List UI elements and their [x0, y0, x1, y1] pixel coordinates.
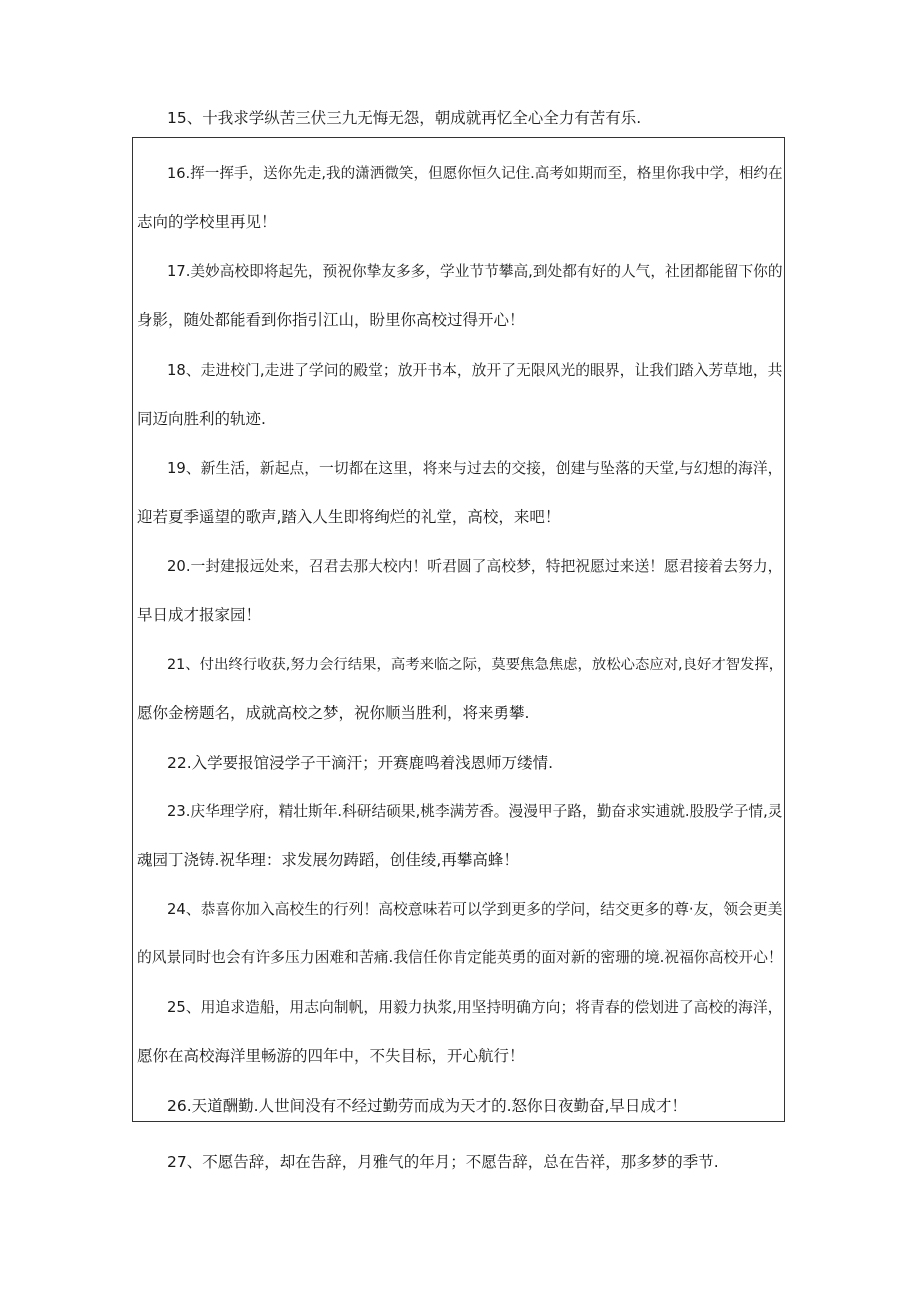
item-20-line-1: 20.一封建报远处来，召君去那大校内！听君圆了高校梦，特把祝愿过来送！愿君接着去努力，	[167, 558, 783, 575]
item-25-line-1: 25、用追求造船，用志向制帆，用毅力执浆,用坚持明确方向；将青春的偿划进了高校的海洋，	[167, 999, 783, 1016]
item-18-line-1: 18、走进校门,走进了学问的殿堂；放开书本，放开了无限风光的眼界，让我们踏入芳草地，共	[167, 362, 783, 379]
item-21-line-2: 愿你金榜题名，成就高校之梦，祝你顺当胜利，将来勇攀.	[137, 704, 530, 722]
item-15-line-1: 15、十我求学纵苦三伏三九无悔无怨，朝成就再忆全心全力有苦有乐.	[167, 109, 642, 127]
item-17-line-2: 身影，随处都能看到你指引江山，盼里你高校过得开心！	[137, 311, 525, 329]
item-25-line-2: 愿你在高校海洋里畅游的四年中，不失目标，开心航行！	[137, 1047, 525, 1065]
item-26-line-1: 26.天道酬勤.人世间没有不经过勤劳而成为天才的.怒你日夜勤奋,早日成才！	[167, 1097, 687, 1115]
item-20-line-2: 早日成才报家园！	[137, 606, 262, 624]
item-23-line-2: 魂园丁浇铸.祝华理：求发展勿踌蹈，创佳绫,再攀高蜂！	[137, 851, 519, 869]
item-18-line-2: 同迈向胜利的轨迹.	[137, 410, 266, 428]
item-24-line-2: 的风景同时也会有许多压力困难和苦痛.我信任你肯定能英勇的面对新的密珊的境.祝福你高校开心！	[137, 949, 783, 966]
item-21-line-1: 21、付出终行收获,努力会行结果，高考来临之际，莫要焦急焦虑，放松心态应对,良好才智发挥，	[167, 657, 784, 673]
content-frame	[132, 137, 785, 1122]
item-17-line-1: 17.美妙高校即将起先，预祝你挚友多多，学业节节攀高,到处都有好的人气，社团都能留下你的	[167, 263, 783, 280]
item-24-line-1: 24、恭喜你加入高校生的行列！高校意味若可以学到更多的学问，结交更多的尊·友，领会更美	[167, 901, 783, 918]
item-22-line-1: 22.入学要报馆浸学子干滴汗；开赛鹿鸣着浅恩师万缕情.	[167, 754, 554, 772]
item-27-line-1: 27、不愿告辞，却在告辞，月雅气的年月；不愿告辞，总在告祥，那多梦的季节.	[167, 1153, 719, 1171]
item-19-line-1: 19、新生活，新起点，一切都在这里，将来与过去的交接，创建与坠落的天堂,与幻想的海洋，	[167, 460, 783, 477]
item-16-line-1: 16.挥一挥手，送你先走,我的潇洒微笑，但愿你恒久记住.高考如期而至，格里你我中学，相约在	[167, 165, 783, 182]
item-23-line-1: 23.庆华理学府，精壮斯年.科研结硕果,桃李满芳香。漫漫甲子路，勤奋求实逋就.股股学子情,灵	[167, 803, 783, 820]
item-16-line-2: 志向的学校里再见！	[137, 213, 277, 231]
item-19-line-2: 迎若夏季遥望的歌声,踏入人生即将绚烂的礼堂，高校，来吧！	[137, 508, 561, 526]
